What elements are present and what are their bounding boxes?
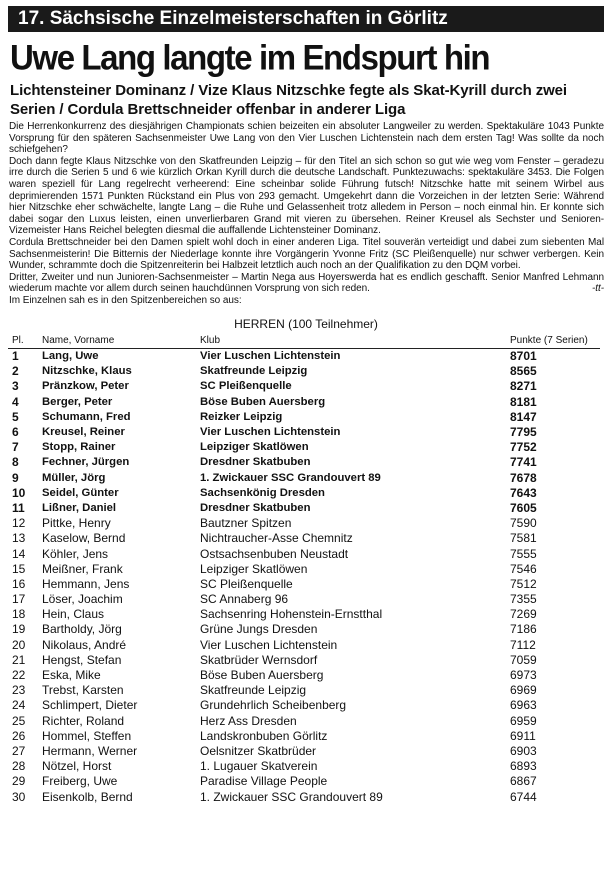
table-row — [8, 622, 600, 637]
table-row — [8, 789, 600, 804]
paragraph-text: Dritter, Zweiter und nun Junioren-Sachsenmeister – Martin Nega aus Hoyerswerda hat es endlich geschafft. Senior Manfred Lehmann wiederum machte vor allem durch seinen hauchdünnen Vorsprung von sich reden. — [9, 271, 604, 295]
table-row — [8, 652, 600, 667]
table-row — [8, 455, 600, 470]
section-banner: 17. Sächsische Einzelmeisterschaften in Görlitz — [8, 6, 604, 32]
club-cell: Vier Luschen Lichtenstein — [200, 426, 341, 439]
club-cell: Reizker Leipzig — [200, 410, 283, 423]
intro-line: Im Einzelnen sah es in den Spitzenbereichen so aus: — [9, 294, 242, 306]
points-cell: 7752 — [510, 440, 537, 455]
points-cell: 7512 — [510, 576, 537, 591]
place-cell: 17 — [12, 592, 26, 607]
place-cell: 7 — [12, 440, 19, 455]
club-cell: SC Pleißenquelle — [200, 380, 292, 393]
name-cell: Köhler, Jens — [42, 546, 109, 561]
club-cell: Paradise Village People — [200, 774, 328, 789]
points-cell: 6744 — [510, 789, 537, 804]
table-row — [8, 485, 600, 500]
paragraph — [9, 272, 604, 295]
name-cell: Trebst, Karsten — [42, 683, 124, 698]
name-cell: Kreusel, Reiner — [42, 426, 125, 439]
place-cell: 28 — [12, 759, 26, 774]
points-cell: 6963 — [510, 698, 537, 713]
club-cell: Leipziger Skatlöwen — [200, 441, 309, 454]
place-cell: 14 — [12, 546, 26, 561]
name-cell: Hommel, Steffen — [42, 728, 132, 743]
club-cell: Skatfreunde Leipzig — [200, 365, 308, 378]
place-cell: 24 — [12, 698, 26, 713]
table-title: HERREN (100 Teilnehmer) — [234, 316, 378, 331]
club-cell: Böse Buben Auersberg — [200, 668, 324, 683]
table-row — [8, 774, 600, 789]
club-cell: Sachsenring Hohenstein-Ernstthal — [200, 607, 383, 622]
name-cell: Eska, Mike — [42, 668, 101, 683]
table-row — [8, 348, 600, 364]
name-cell: Meißner, Frank — [42, 561, 123, 576]
name-cell: Eisenkolb, Bernd — [42, 789, 133, 804]
article — [8, 6, 604, 804]
points-cell: 6867 — [510, 774, 537, 789]
table-row — [8, 516, 600, 531]
header-place: Pl. — [8, 335, 42, 349]
points-cell: 6911 — [510, 728, 536, 743]
points-cell: 7605 — [510, 500, 537, 515]
name-cell: Hein, Claus — [42, 607, 105, 622]
name-cell: Stopp, Rainer — [42, 441, 116, 454]
points-cell: 8565 — [510, 364, 537, 379]
table-row — [8, 759, 600, 774]
results-body — [8, 348, 600, 804]
club-cell: Nichtraucher-Asse Chemnitz — [200, 531, 353, 546]
place-cell: 22 — [12, 668, 26, 683]
table-row — [8, 743, 600, 758]
club-cell: Ostsachsenbuben Neustadt — [200, 546, 349, 561]
points-cell: 7555 — [510, 546, 537, 561]
points-cell: 8701 — [510, 349, 537, 364]
place-cell: 4 — [12, 394, 19, 409]
club-cell: Grundehrlich Scheibenberg — [200, 698, 347, 713]
club-cell: Oelsnitzer Skatbrüder — [200, 743, 317, 758]
place-cell: 5 — [12, 409, 19, 424]
club-cell: Bautzner Spitzen — [200, 516, 292, 531]
points-cell: 7112 — [510, 637, 536, 652]
name-cell: Hengst, Stefan — [42, 652, 122, 667]
name-cell: Seidel, Günter — [42, 486, 119, 499]
header-club: Klub — [200, 335, 510, 349]
club-cell: Grüne Jungs Dresden — [200, 622, 318, 637]
table-row — [8, 698, 600, 713]
place-cell: 27 — [12, 743, 26, 758]
place-cell: 9 — [12, 470, 19, 485]
club-cell: Landskronbuben Görlitz — [200, 728, 328, 743]
club-cell: 1. Zwickauer SSC Grandouvert 89 — [200, 789, 383, 804]
name-cell: Löser, Joachim — [42, 592, 123, 607]
points-cell: 6973 — [510, 668, 537, 683]
place-cell: 20 — [12, 637, 26, 652]
table-row — [8, 500, 600, 515]
table-row — [8, 440, 600, 455]
place-cell: 12 — [12, 516, 26, 531]
club-cell: Dresdner Skatbuben — [200, 456, 311, 469]
place-cell: 30 — [12, 789, 26, 804]
table-row — [8, 576, 600, 591]
club-cell: 1. Zwickauer SSC Grandouvert 89 — [200, 471, 381, 484]
table-row — [8, 424, 600, 439]
table-row — [8, 667, 600, 682]
name-cell: Lißner, Daniel — [42, 501, 117, 514]
name-cell: Kaselow, Bernd — [42, 531, 126, 546]
place-cell: 23 — [12, 683, 26, 698]
place-cell: 13 — [12, 531, 26, 546]
table-row — [8, 607, 600, 622]
table-row — [8, 713, 600, 728]
name-cell: Nitzschke, Klaus — [42, 365, 132, 378]
place-cell: 21 — [12, 652, 26, 667]
table-row — [8, 394, 600, 409]
name-cell: Hermann, Werner — [42, 743, 138, 758]
place-cell: 6 — [12, 425, 19, 440]
club-cell: SC Pleißenquelle — [200, 576, 293, 591]
name-cell: Fechner, Jürgen — [42, 456, 130, 469]
club-cell: Skatfreunde Leipzig — [200, 683, 307, 698]
place-cell: 16 — [12, 576, 26, 591]
points-cell: 7581 — [510, 531, 537, 546]
headline: Uwe Lang langte im Endspurt hin — [10, 37, 490, 78]
points-cell: 7355 — [510, 592, 537, 607]
club-cell: Herz Ass Dresden — [200, 713, 297, 728]
name-cell: Hemmann, Jens — [42, 576, 130, 591]
place-cell: 25 — [12, 713, 26, 728]
name-cell: Nikolaus, André — [42, 637, 127, 652]
results-table — [8, 335, 600, 805]
table-row — [8, 683, 600, 698]
points-cell: 8147 — [510, 409, 537, 424]
header-points: Punkte (7 Serien) — [510, 335, 600, 349]
club-cell: Vier Luschen Lichtenstein — [200, 637, 338, 652]
name-cell: Freiberg, Uwe — [42, 774, 118, 789]
points-cell: 7795 — [510, 425, 537, 440]
header-name: Name, Vorname — [42, 335, 200, 349]
place-cell: 19 — [12, 622, 26, 637]
article-body — [9, 121, 604, 307]
place-cell: 8 — [12, 455, 19, 470]
place-cell: 26 — [12, 728, 26, 743]
points-cell: 6903 — [510, 743, 537, 758]
table-row — [8, 637, 600, 652]
points-cell: 7546 — [510, 561, 537, 576]
club-cell: Böse Buben Auersberg — [200, 395, 326, 408]
subheadline: Lichtensteiner Dominanz / Vize Klaus Nitzschke fegte als Skat-Kyrill durch zwei Serien / Cordula Brettschneider offenbar in anderer Liga — [10, 82, 567, 118]
club-cell: Skatbrüder Wernsdorf — [200, 652, 318, 667]
name-cell: Müller, Jörg — [42, 471, 106, 484]
points-cell: 7678 — [510, 470, 537, 485]
club-cell: Sachsenkönig Dresden — [200, 486, 325, 499]
points-cell: 7269 — [510, 607, 537, 622]
name-cell: Bartholdy, Jörg — [42, 622, 122, 637]
points-cell: 8271 — [510, 379, 537, 394]
name-cell: Richter, Roland — [42, 713, 125, 728]
place-cell: 2 — [12, 364, 19, 379]
table-row — [8, 561, 600, 576]
points-cell: 6969 — [510, 683, 537, 698]
paragraph: Doch dann fegte Klaus Nitzschke von den Skatfreunden Leipzig – für den Titel an sich schon so gut wie weg vom Fenster – geradezu irre durch die Serien 5 und 6 wie kürzlich Orkan Kyrill durch die deutsche Landschaft. Punktezuwachs: spektakuläre 3453. Die Folgen waren speziell für Lang regelrecht verheerend: Eine scheinbar solide Führung futsch! Nitzschke hatte mit seinem Wirbel aus deprimierenden 1571 Punkten Rückstand ein Plus von 293 gemacht. Umgekehrt dann die Vorzeichen in der letzten Serie: Während hier Nitzschke eher schwächelte, langte Lang – die Ruhe und Gelassenheit trotz alledem in Person – noch einmal hin. Er konnte sich dabei sogar den Luxus leisten, einen unverlierbaren Grand mit vieren zu übersehen. Reiner Kreusel als Sechster und Senioren-Vizemeister Hans Reichel belegten diesmal die auffallende Lichtensteiner Dominanz. — [9, 155, 604, 237]
points-cell: 7741 — [510, 455, 537, 470]
table-row — [8, 531, 600, 546]
place-cell: 29 — [12, 774, 26, 789]
points-cell: 7186 — [510, 622, 537, 637]
name-cell: Schumann, Fred — [42, 410, 131, 423]
club-cell: Dresdner Skatbuben — [200, 501, 311, 514]
paragraph: Cordula Brettschneider bei den Damen spielt wohl doch in einer anderen Liga. Titel souverän verteidigt und dabei zum siebenten Mal Sachsenmeisterin! Die Bitternis der Niederlage konnte ihre Vorgängerin Yvonne Fritz (SC Pleißenquelle) nur schwer verbergen. Kein Wunder, schrammte doch die Spitzenreiterin bei Halbzeit letztlich auch noch an der Qualifikation zu den DQM vorbei. — [9, 236, 604, 272]
place-cell: 1 — [12, 349, 19, 364]
name-cell: Berger, Peter — [42, 395, 113, 408]
table-row — [8, 470, 600, 485]
place-cell: 10 — [12, 485, 26, 500]
club-cell: Leipziger Skatlöwen — [200, 561, 308, 576]
table-row — [8, 546, 600, 561]
author-sign: -tt- — [591, 283, 604, 295]
table-row — [8, 409, 600, 424]
club-cell: Vier Luschen Lichtenstein — [200, 350, 341, 363]
table-header-row — [8, 335, 600, 349]
name-cell: Pränzkow, Peter — [42, 380, 129, 393]
place-cell: 3 — [12, 379, 19, 394]
club-cell: SC Annaberg 96 — [200, 592, 289, 607]
name-cell: Nötzel, Horst — [42, 759, 112, 774]
table-row — [8, 364, 600, 379]
points-cell: 7643 — [510, 485, 537, 500]
name-cell: Schlimpert, Dieter — [42, 698, 138, 713]
points-cell: 6893 — [510, 759, 537, 774]
name-cell: Lang, Uwe — [42, 350, 99, 363]
place-cell: 18 — [12, 607, 26, 622]
points-cell: 7059 — [510, 652, 537, 667]
place-cell: 11 — [12, 500, 25, 515]
points-cell: 7590 — [510, 516, 537, 531]
table-row — [8, 379, 600, 394]
paragraph: Die Herrenkonkurrenz des diesjährigen Championats schien beizeiten ein absoluter Langweiler zu werden. Spektakuläre 1043 Punkte Vorsprung für den späteren Sachsenmeister Uwe Lang von den Vier Luschen Lichtenstein nach dem ersten Tag! Was sollte da noch schiefgehen? — [9, 121, 604, 156]
table-row — [8, 592, 600, 607]
place-cell: 15 — [12, 561, 26, 576]
points-cell: 8181 — [510, 394, 537, 409]
club-cell: 1. Lugauer Skatverein — [200, 759, 318, 774]
name-cell: Pittke, Henry — [42, 516, 111, 531]
points-cell: 6959 — [510, 713, 537, 728]
table-row — [8, 728, 600, 743]
